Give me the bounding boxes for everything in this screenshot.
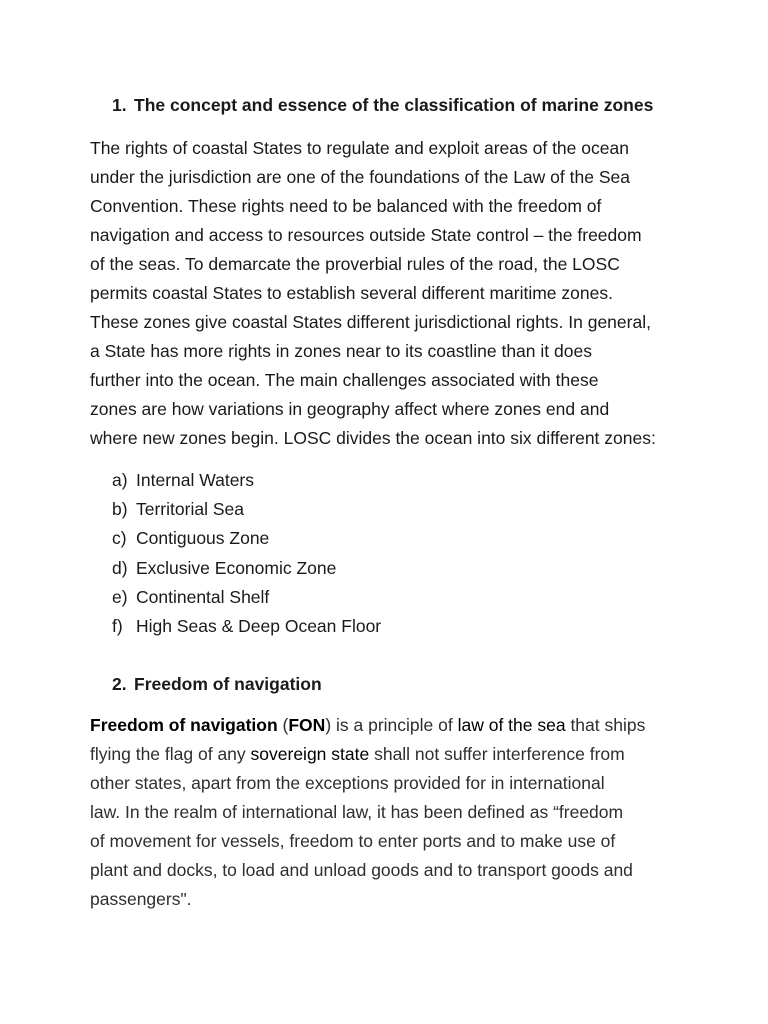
paragraph-line: permits coastal States to establish several different maritime zones. (90, 283, 613, 303)
list-item (112, 612, 381, 641)
paragraph-line: Convention. These rights need to be balanced with the freedom of (90, 196, 602, 216)
section-1-paragraph (90, 134, 690, 453)
text-segment: is a principle of (331, 715, 458, 735)
paragraph-line: further into the ocean. The main challenges associated with these (90, 370, 599, 390)
paren-close: ) (325, 715, 332, 735)
list-item-label: Contiguous Zone (136, 528, 270, 549)
list-marker: b) (112, 499, 128, 520)
list-item (112, 466, 381, 495)
section-1-heading (112, 93, 653, 117)
list-marker: f) (112, 615, 123, 636)
paragraph-line: zones are how variations in geography affect where zones end and (90, 399, 610, 419)
list-item (112, 583, 381, 612)
list-item (112, 524, 381, 553)
fon-abbr: FON (288, 715, 326, 735)
list-item-label: High Seas & Deep Ocean Floor (136, 615, 382, 636)
text-segment: that ships (565, 715, 646, 735)
paragraph-line: plant and docks, to load and unload goods and to transport goods and (90, 860, 633, 880)
paragraph-line: where new zones begin. LOSC divides the ocean into six different zones: (90, 428, 656, 448)
list-item (112, 554, 381, 583)
paragraph-line: a State has more rights in zones near to its coastline than it does (90, 341, 592, 361)
list-marker: c) (112, 528, 127, 549)
section-2-paragraph (90, 711, 690, 914)
list-item-label: Exclusive Economic Zone (136, 557, 337, 578)
paragraph-line: navigation and access to resources outside State control – the freedom (90, 225, 642, 245)
list-marker: a) (112, 470, 128, 490)
paragraph-line: These zones give coastal States different jurisdictional rights. In general, (90, 312, 651, 332)
section-2-number: 2. (112, 674, 127, 694)
paragraph-line: of movement for vessels, freedom to enter ports and to make use of (90, 831, 616, 851)
list-item-label: Internal Waters (136, 470, 255, 490)
list-item-label: Continental Shelf (136, 586, 270, 607)
sovereign-state-link[interactable]: sovereign state (250, 744, 370, 764)
paragraph-line: law. In the realm of international law, it has been defined as “freedom (90, 802, 624, 822)
section-2-title: Freedom of navigation (134, 674, 322, 694)
law-of-the-sea-link[interactable]: law of the sea (457, 715, 566, 735)
list-marker: d) (112, 557, 128, 578)
fon-term: Freedom of navigation (90, 715, 278, 735)
paragraph-line: The rights of coastal States to regulate and exploit areas of the ocean (90, 138, 629, 158)
paren-open: ( (277, 715, 289, 735)
zones-list (112, 466, 381, 641)
list-marker: e) (112, 586, 128, 607)
paragraph-line: other states, apart from the exceptions provided for in international (90, 773, 605, 793)
text-segment: shall not suffer interference from (369, 744, 625, 764)
paragraph-line: passengers". (90, 889, 192, 909)
paragraph-line (90, 711, 690, 740)
paragraph-line: under the jurisdiction are one of the foundations of the Law of the Sea (90, 167, 630, 187)
paragraph-line: of the seas. To demarcate the proverbial rules of the road, the LOSC (90, 254, 620, 274)
section-1-number: 1. (112, 95, 127, 115)
list-item-label: Territorial Sea (136, 499, 244, 520)
section-2-heading (112, 672, 322, 696)
text-segment: flying the flag of any (90, 744, 251, 764)
list-item (112, 495, 381, 524)
paragraph-line (90, 740, 690, 769)
section-1-title: The concept and essence of the classification of marine zones (134, 95, 654, 115)
